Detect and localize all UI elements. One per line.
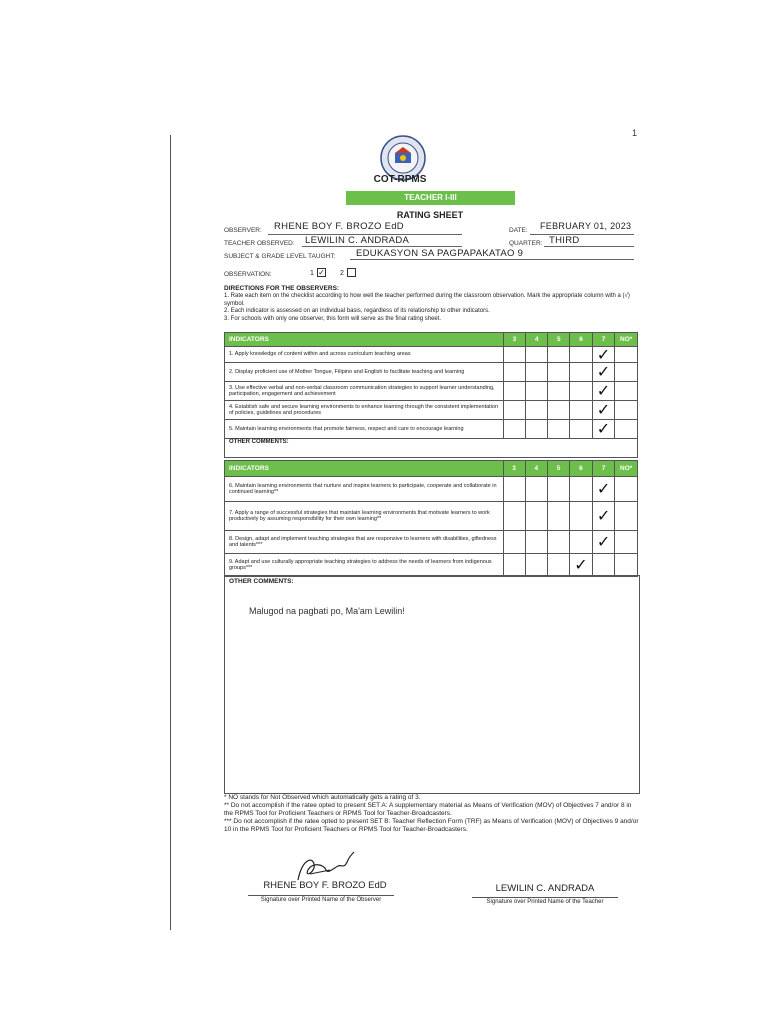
indicators-header: INDICATORS — [225, 333, 504, 347]
observer-printed-name: RHENE BOY F. BROZO EdD — [263, 880, 387, 891]
rating-cell — [615, 382, 638, 401]
rating-cell — [503, 401, 525, 420]
observation-1-checkbox: ✓ — [318, 268, 325, 277]
rating-cell — [503, 502, 525, 531]
rating-cell — [503, 554, 525, 577]
observation-2-checkbox — [347, 268, 356, 277]
indicator-text: 8. Design, adapt and implement teaching strategies that are responsive to learners with disabilities, giftedness and talents*** — [225, 531, 504, 554]
rating-cell — [570, 502, 593, 531]
col-header: 6 — [570, 461, 593, 477]
table-1-body — [225, 344, 638, 439]
check-mark-icon: ✓ — [596, 400, 611, 419]
indicator-text: 9. Adapt and use culturally appropriate teaching strategies to address the needs of learners from indigenous groups*** — [225, 554, 504, 577]
rating-cell — [526, 382, 548, 401]
rating-cell — [570, 554, 593, 577]
subject-underline — [350, 259, 634, 260]
col-header: 4 — [526, 333, 548, 347]
table-row — [225, 363, 638, 382]
direction-item: 3. For schools with only one observer, this form will serve as the final rating sheet. — [224, 315, 442, 322]
rating-sheet-subtitle: RATING SHEET — [396, 210, 464, 220]
check-mark-icon: ✓ — [596, 344, 611, 364]
col-header: 5 — [547, 461, 569, 477]
indicator-text: 5. Maintain learning environments that promote fairness, respect and care to encourage learning — [225, 420, 504, 439]
col-header: 7 — [592, 461, 615, 477]
comment-text: Malugod na pagbati po, Ma'am Lewilin! — [249, 606, 405, 616]
rating-cell — [592, 363, 615, 382]
indicators-table-2 — [224, 460, 638, 577]
rating-cell — [570, 477, 593, 502]
rating-cell — [525, 554, 547, 577]
rating-cell — [525, 502, 547, 531]
col-header: 3 — [503, 333, 525, 347]
check-mark-icon: ✓ — [596, 506, 611, 525]
teacher-observed-label: TEACHER OBSERVED: — [224, 240, 295, 247]
col-header: 5 — [548, 333, 570, 347]
quarter-underline — [544, 246, 634, 247]
observer-label: OBSERVER: — [224, 227, 262, 234]
col-header: 7 — [592, 333, 615, 347]
observer-signature-caption: Signature over Printed Name of the Observer — [248, 895, 394, 903]
rating-cell — [592, 420, 615, 439]
rating-cell — [525, 531, 547, 554]
teacher-level-band: TEACHER I-III — [346, 191, 515, 205]
rating-cell — [615, 477, 638, 502]
col-header: 6 — [570, 333, 592, 347]
quarter-label: QUARTER: — [509, 240, 543, 247]
check-mark-icon: ✓ — [596, 419, 611, 438]
rating-cell — [547, 531, 569, 554]
rating-cell — [592, 477, 615, 502]
table-row — [225, 531, 638, 554]
footnote: ** Do not accomplish if the ratee opted to present SET A: A supplementary material as Means of Verification (MOV) of Objectives 7 and/or 8 in the RPMS Tool for Proficient Teachers or RPMS Tool for Teacher-Broadcasters. — [224, 802, 632, 817]
rating-cell — [570, 420, 592, 439]
check-mark-icon: ✓ — [596, 381, 611, 400]
subject-value: EDUKASYON SA PAGPAPAKATAO 9 — [356, 248, 524, 259]
observation-1-label: 1 — [310, 270, 314, 277]
rating-cell — [592, 401, 615, 420]
quarter-value: THIRD — [549, 235, 580, 246]
check-mark-icon: ✓ — [596, 532, 611, 551]
rating-cell — [615, 531, 638, 554]
rating-cell — [615, 401, 638, 420]
rating-cell — [526, 363, 548, 382]
rating-cell — [615, 554, 638, 577]
direction-item: 1. Rate each item on the checklist according to how well the teacher performed during the classroom observation. Mark the appropriate column with a (√) symbol. — [224, 293, 630, 307]
check-mark-icon: ✓ — [596, 479, 611, 498]
rating-cell — [547, 502, 569, 531]
date-value: FEBRUARY 01, 2023 — [540, 221, 632, 231]
col-header: NO* — [615, 461, 638, 477]
rating-cell — [547, 554, 569, 577]
page-number: 1 — [632, 128, 638, 138]
rating-cell — [503, 477, 525, 502]
footnotes — [224, 794, 640, 834]
indicator-text: 6. Maintain learning environments that nurture and inspire learners to participate, cooperate and collaborate in continued learning** — [225, 477, 504, 502]
col-header: 3 — [503, 461, 525, 477]
table-row — [225, 347, 638, 363]
table-row — [225, 477, 638, 502]
rating-cell — [592, 531, 615, 554]
comments-label: OTHER COMMENTS: — [229, 578, 294, 585]
rating-cell — [592, 502, 615, 531]
comments-row — [225, 439, 638, 458]
check-mark-icon: ✓ — [596, 362, 611, 381]
rating-cell — [548, 420, 570, 439]
table-row — [225, 382, 638, 401]
table-row — [225, 554, 638, 577]
rating-cell — [547, 477, 569, 502]
table-header — [225, 461, 638, 477]
form-title: COT-RPMS — [373, 174, 427, 185]
rating-cell — [592, 382, 615, 401]
rating-cell — [503, 363, 525, 382]
rating-cell — [548, 363, 570, 382]
rating-cell — [503, 382, 525, 401]
indicator-text: 1. Apply knowledge of content within and across curriculum teaching areas — [225, 347, 504, 363]
rating-cell — [548, 382, 570, 401]
indicator-text: 7. Apply a range of successful strategies that maintain learning environments that motivate learners to work productively by assuming responsibility for their own learning** — [225, 502, 504, 531]
observation-label: OBSERVATION: — [224, 271, 272, 278]
col-header: NO* — [615, 333, 638, 347]
indicators-table-1 — [224, 332, 638, 458]
rating-cell — [526, 420, 548, 439]
teacher-printed-name: LEWILIN C. ANDRADA — [495, 883, 595, 894]
teacher-observed-value: LEWILIN C. ANDRADA — [305, 235, 410, 246]
table-row — [225, 401, 638, 420]
rating-cell — [570, 363, 592, 382]
table-header — [225, 333, 638, 347]
directions-title: DIRECTIONS FOR THE OBSERVERS: — [224, 285, 340, 292]
table-2-body — [225, 477, 638, 577]
rating-cell — [548, 347, 570, 363]
rating-cell — [503, 531, 525, 554]
date-underline — [530, 234, 634, 235]
rating-cell — [615, 347, 638, 363]
rating-cell — [615, 502, 638, 531]
rating-cell — [615, 420, 638, 439]
rating-cell — [548, 401, 570, 420]
rating-cell — [503, 347, 525, 363]
directions-list — [224, 293, 636, 323]
indicator-text: 2. Display proficient use of Mother Tongue, Filipino and English to facilitate teaching and learning — [225, 363, 504, 382]
date-label: DATE: — [509, 227, 528, 234]
rating-cell — [570, 382, 592, 401]
rating-cell — [592, 554, 615, 577]
indicators-header: INDICATORS — [225, 461, 504, 477]
footnote: * NO stands for Not Observed which automatically gets a rating of 3. — [224, 794, 421, 801]
rating-cell — [570, 401, 592, 420]
indicator-text: 4. Establish safe and secure learning environments to enhance learning through the consistent implementation of policies, guidelines and procedures — [225, 401, 504, 420]
rating-cell — [526, 401, 548, 420]
comments-label: OTHER COMMENTS: — [225, 439, 638, 458]
rating-cell — [570, 347, 592, 363]
table-row — [225, 420, 638, 439]
subject-label: SUBJECT & GRADE LEVEL TAUGHT: — [224, 253, 336, 260]
teacher-signature-caption: Signature over Printed Name of the Teacher — [472, 897, 618, 905]
direction-item: 2. Each indicator is assessed on an individual basis, regardless of its relationship to other indicators. — [224, 308, 490, 314]
check-mark-icon: ✓ — [574, 555, 588, 574]
scan-edge-line — [170, 135, 171, 930]
rating-cell — [503, 420, 525, 439]
rating-cell — [570, 531, 593, 554]
observer-value: RHENE BOY F. BROZO EdD — [274, 221, 404, 232]
observation-2-label: 2 — [340, 270, 344, 277]
rating-cell — [615, 363, 638, 382]
table-row — [225, 502, 638, 531]
teacher-underline — [302, 246, 462, 247]
rating-cell — [592, 344, 615, 364]
indicator-text: 3. Use effective verbal and non-verbal classroom communication strategies to support learner understanding, participation, engagement and achievement — [225, 382, 504, 401]
rating-cell — [526, 347, 548, 363]
rating-cell — [525, 477, 547, 502]
col-header: 4 — [525, 461, 547, 477]
footnote: *** Do not accomplish if the ratee opted to present SET B: Teacher Reflection Form (TRF) as Means of Verification (MOV) of Objectives 9 and/or 10 in the RPMS Tool for Proficient Teachers or RPMS Tool for Teacher-Broadcasters. — [224, 818, 639, 833]
other-comments-box — [224, 575, 640, 794]
